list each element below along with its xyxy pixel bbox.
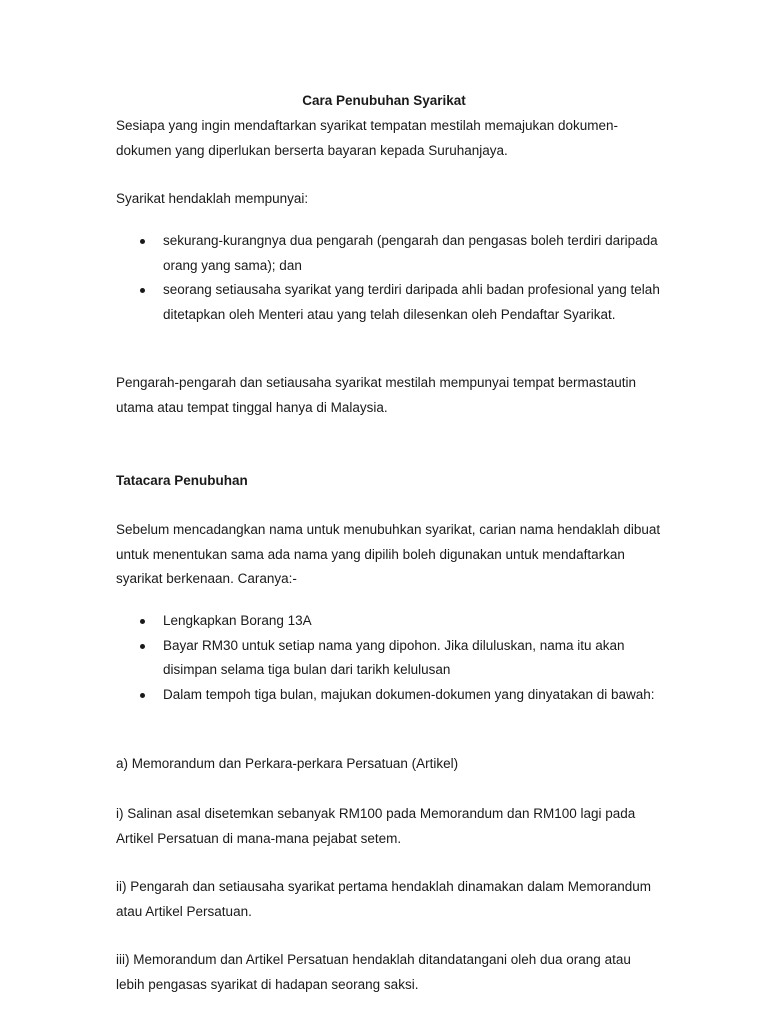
list-item — [116, 229, 661, 278]
item-iii: iii) Memorandum dan Artikel Persatuan hendaklah ditandatangani oleh dua orang atau lebih pengasas syarikat di hadapan seorang saksi. — [116, 952, 631, 992]
requirements-list — [116, 229, 661, 327]
bullet-icon — [140, 288, 145, 293]
item-ii: ii) Pengarah dan setiausaha syarikat pertama hendaklah dinamakan dalam Memorandum atau Artikel Persatuan. — [116, 879, 652, 919]
page-title: Cara Penubuhan Syarikat — [302, 93, 466, 108]
list-item-text: Dalam tempoh tiga bulan, majukan dokumen-dokumen yang dinyatakan di bawah: — [163, 686, 655, 702]
item-a: a) Memorandum dan Perkara-perkara Persatuan (Artikel) — [116, 756, 459, 771]
list-item — [116, 683, 661, 708]
intro-paragraph: Sesiapa yang ingin mendaftarkan syarikat tempatan mestilah memajukan dokumen-dokumen yang diperlukan berserta bayaran kepada Suruhanjaya. — [116, 118, 619, 158]
steps-list — [116, 609, 661, 707]
list-item-text: Lengkapkan Borang 13A — [163, 613, 312, 628]
bullet-icon — [140, 693, 145, 698]
list-item-text: Bayar RM30 untuk setiap nama yang dipohon. Jika diluluskan, nama itu akan disimpan selama tiga bulan dari tarikh kelulusan — [163, 637, 625, 677]
name-search-paragraph: Sebelum mencadangkan nama untuk menubuhkan syarikat, carian nama hendaklah dibuat untuk menentukan sama ada nama yang dipilih boleh digunakan untuk mendaftarkan syarikat berkenaan. Caranya:- — [116, 522, 661, 586]
list-item — [116, 609, 661, 634]
bullet-icon — [140, 644, 145, 649]
residency-paragraph: Pengarah-pengarah dan setiausaha syarikat mestilah mempunyai tempat bermastautin utama atau tempat tinggal hanya di Malaysia. — [116, 375, 637, 415]
requirement-heading: Syarikat hendaklah mempunyai: — [116, 191, 309, 206]
bullet-icon — [140, 239, 145, 244]
section-heading: Tatacara Penubuhan — [116, 473, 248, 488]
list-item-text: sekurang-kurangnya dua pengarah (pengarah dan pengasas boleh terdiri daripada orang yang sama); dan — [163, 233, 658, 273]
list-item — [116, 634, 661, 683]
list-item — [116, 278, 661, 327]
list-item-text: seorang setiausaha syarikat yang terdiri daripada ahli badan profesional yang telah ditetapkan oleh Menteri atau yang telah dilesenkan oleh Pendaftar Syarikat. — [163, 282, 660, 322]
item-i: i) Salinan asal disetemkan sebanyak RM100 pada Memorandum dan RM100 lagi pada Artikel Persatuan di mana-mana pejabat setem. — [116, 806, 636, 846]
bullet-icon — [140, 619, 145, 624]
